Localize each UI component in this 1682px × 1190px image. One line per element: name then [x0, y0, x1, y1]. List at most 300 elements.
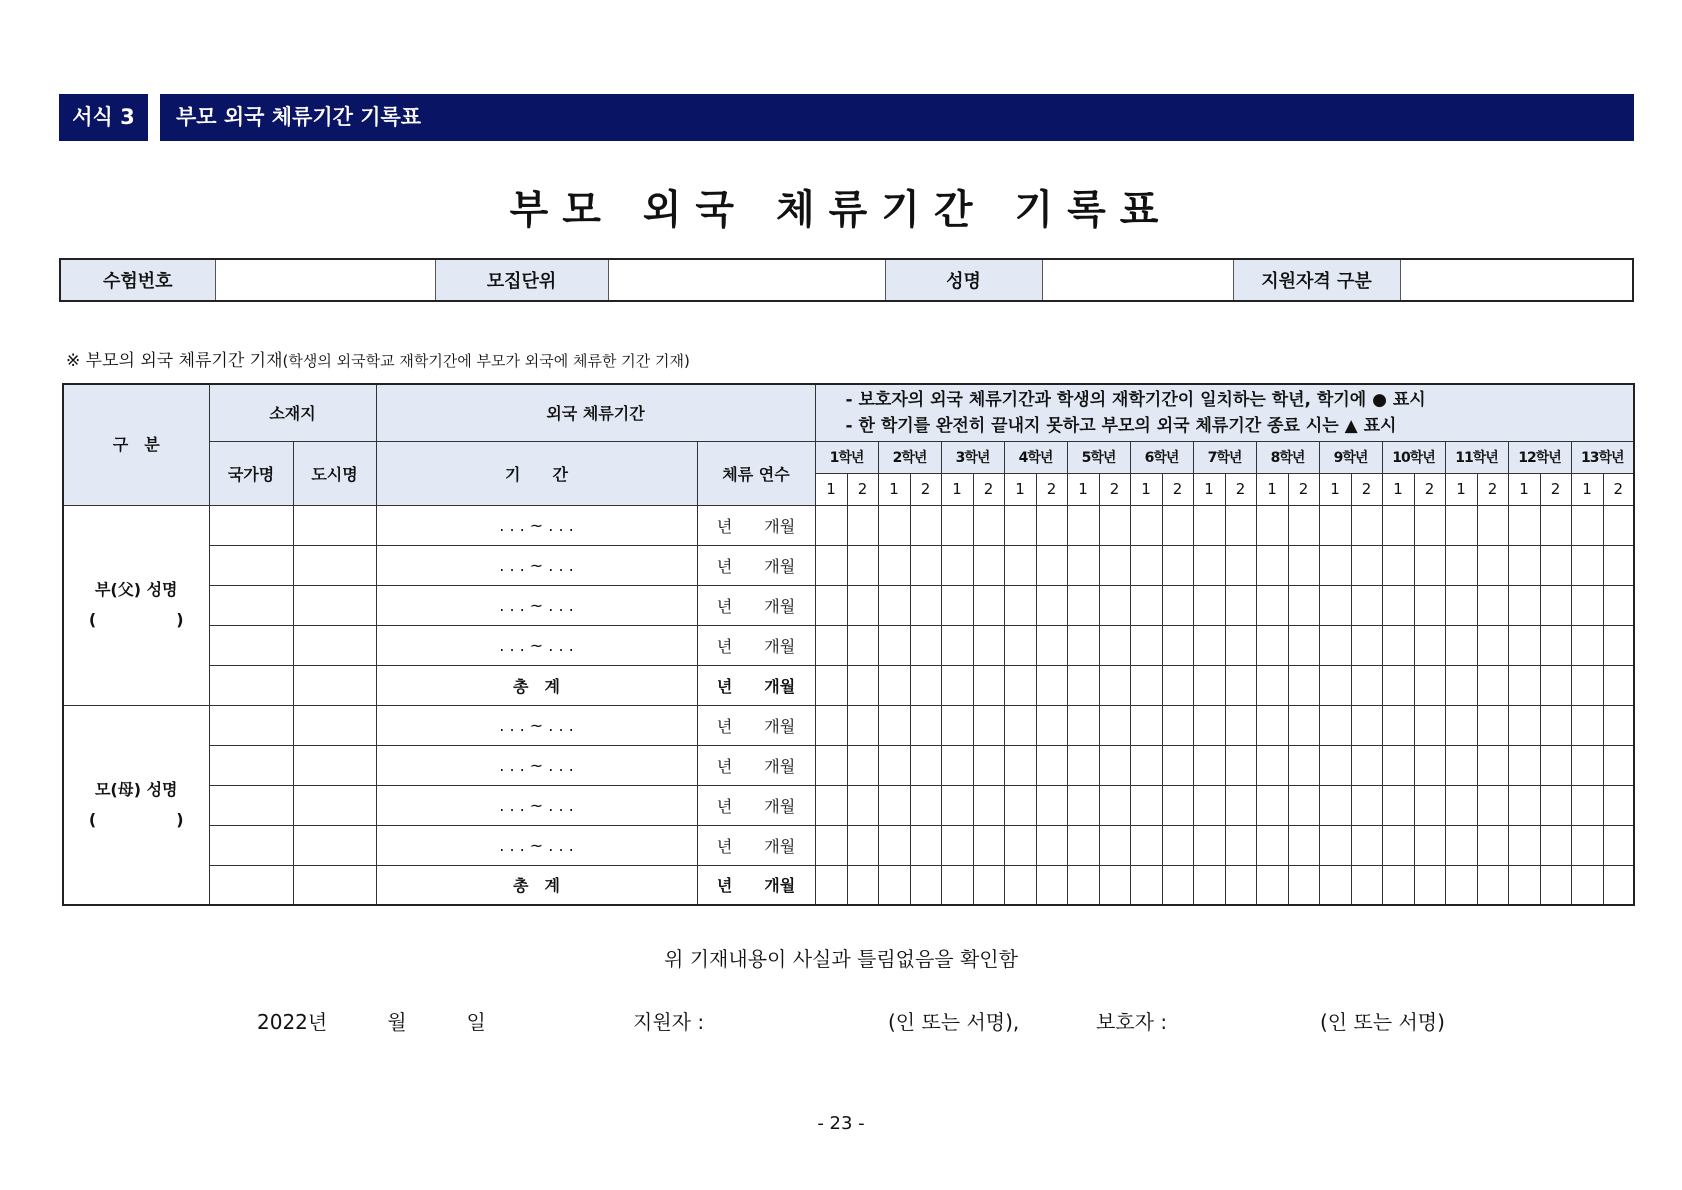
semester-mark-cell[interactable]	[847, 785, 878, 825]
semester-mark-cell[interactable]	[847, 545, 878, 585]
semester-mark-cell[interactable]	[1256, 585, 1288, 625]
semester-mark-cell[interactable]	[1477, 545, 1508, 585]
semester-mark-cell[interactable]	[878, 585, 910, 625]
semester-mark-cell[interactable]	[1571, 505, 1603, 545]
semester-mark-cell[interactable]	[941, 505, 973, 545]
semester-mark-cell[interactable]	[1351, 785, 1382, 825]
semester-mark-cell[interactable]	[1382, 665, 1414, 705]
city-cell[interactable]	[293, 745, 376, 785]
semester-mark-cell[interactable]	[1603, 825, 1634, 865]
period-cell[interactable]: . . . ~ . . .	[376, 585, 697, 625]
semester-mark-cell[interactable]	[815, 625, 847, 665]
semester-mark-cell[interactable]	[1193, 825, 1225, 865]
semester-mark-cell[interactable]	[973, 505, 1004, 545]
semester-mark-cell[interactable]	[1603, 665, 1634, 705]
semester-mark-cell[interactable]	[878, 545, 910, 585]
semester-mark-cell[interactable]	[1414, 705, 1445, 745]
semester-mark-cell[interactable]	[1256, 705, 1288, 745]
period-cell[interactable]: . . . ~ . . .	[376, 505, 697, 545]
semester-mark-cell[interactable]	[1036, 785, 1067, 825]
duration-cell[interactable]: 년 개월	[697, 705, 815, 745]
semester-mark-cell[interactable]	[1351, 745, 1382, 785]
semester-mark-cell[interactable]	[1571, 825, 1603, 865]
semester-mark-cell[interactable]	[1288, 625, 1319, 665]
semester-mark-cell[interactable]	[1225, 705, 1256, 745]
semester-mark-cell[interactable]	[1603, 545, 1634, 585]
semester-mark-cell[interactable]	[1130, 705, 1162, 745]
duration-cell[interactable]: 년 개월	[697, 505, 815, 545]
mother-name-cell[interactable]	[63, 705, 209, 905]
semester-mark-cell[interactable]	[1036, 825, 1067, 865]
semester-mark-cell[interactable]	[1319, 625, 1351, 665]
semester-mark-cell[interactable]	[1099, 825, 1130, 865]
semester-mark-cell[interactable]	[1508, 625, 1540, 665]
semester-mark-cell[interactable]	[910, 585, 941, 625]
country-cell[interactable]	[209, 545, 293, 585]
semester-mark-cell[interactable]	[1351, 625, 1382, 665]
period-cell[interactable]: . . . ~ . . .	[376, 545, 697, 585]
semester-mark-cell[interactable]	[1193, 665, 1225, 705]
semester-mark-cell[interactable]	[1288, 585, 1319, 625]
semester-mark-cell[interactable]	[1288, 545, 1319, 585]
semester-mark-cell[interactable]	[1382, 545, 1414, 585]
semester-mark-cell[interactable]	[973, 625, 1004, 665]
semester-mark-cell[interactable]	[1225, 785, 1256, 825]
country-cell[interactable]	[209, 585, 293, 625]
semester-mark-cell[interactable]	[1256, 545, 1288, 585]
father-name-input[interactable]: ( )	[88, 610, 184, 629]
duration-cell[interactable]: 년 개월	[697, 625, 815, 665]
semester-mark-cell[interactable]	[973, 865, 1004, 905]
semester-mark-cell[interactable]	[1508, 745, 1540, 785]
semester-mark-cell[interactable]	[1477, 865, 1508, 905]
semester-mark-cell[interactable]	[910, 865, 941, 905]
semester-mark-cell[interactable]	[1571, 665, 1603, 705]
semester-mark-cell[interactable]	[1225, 865, 1256, 905]
semester-mark-cell[interactable]	[1382, 505, 1414, 545]
semester-mark-cell[interactable]	[1319, 825, 1351, 865]
semester-mark-cell[interactable]	[1414, 745, 1445, 785]
semester-mark-cell[interactable]	[910, 505, 941, 545]
duration-cell[interactable]: 년 개월	[697, 825, 815, 865]
semester-mark-cell[interactable]	[1477, 825, 1508, 865]
semester-mark-cell[interactable]	[910, 825, 941, 865]
semester-mark-cell[interactable]	[1351, 825, 1382, 865]
city-cell[interactable]	[293, 825, 376, 865]
country-cell[interactable]	[209, 745, 293, 785]
semester-mark-cell[interactable]	[1603, 865, 1634, 905]
semester-mark-cell[interactable]	[1540, 585, 1571, 625]
semester-mark-cell[interactable]	[1004, 785, 1036, 825]
semester-mark-cell[interactable]	[1225, 505, 1256, 545]
semester-mark-cell[interactable]	[1162, 745, 1193, 785]
semester-mark-cell[interactable]	[815, 745, 847, 785]
semester-mark-cell[interactable]	[1603, 785, 1634, 825]
semester-mark-cell[interactable]	[1540, 545, 1571, 585]
semester-mark-cell[interactable]	[1099, 505, 1130, 545]
semester-mark-cell[interactable]	[941, 585, 973, 625]
semester-mark-cell[interactable]	[1256, 625, 1288, 665]
semester-mark-cell[interactable]	[941, 665, 973, 705]
semester-mark-cell[interactable]	[1382, 785, 1414, 825]
semester-mark-cell[interactable]	[1382, 825, 1414, 865]
semester-mark-cell[interactable]	[815, 665, 847, 705]
semester-mark-cell[interactable]	[1099, 665, 1130, 705]
city-cell[interactable]	[293, 585, 376, 625]
semester-mark-cell[interactable]	[1477, 665, 1508, 705]
semester-mark-cell[interactable]	[847, 865, 878, 905]
semester-mark-cell[interactable]	[1540, 705, 1571, 745]
semester-mark-cell[interactable]	[1036, 585, 1067, 625]
city-cell[interactable]	[293, 865, 376, 905]
country-cell[interactable]	[209, 705, 293, 745]
semester-mark-cell[interactable]	[878, 785, 910, 825]
semester-mark-cell[interactable]	[815, 585, 847, 625]
semester-mark-cell[interactable]	[1130, 825, 1162, 865]
semester-mark-cell[interactable]	[1067, 625, 1099, 665]
semester-mark-cell[interactable]	[1603, 505, 1634, 545]
semester-mark-cell[interactable]	[1445, 545, 1477, 585]
semester-mark-cell[interactable]	[1130, 545, 1162, 585]
semester-mark-cell[interactable]	[1004, 505, 1036, 545]
semester-mark-cell[interactable]	[1288, 665, 1319, 705]
semester-mark-cell[interactable]	[1445, 505, 1477, 545]
semester-mark-cell[interactable]	[1162, 705, 1193, 745]
semester-mark-cell[interactable]	[878, 825, 910, 865]
semester-mark-cell[interactable]	[1162, 545, 1193, 585]
semester-mark-cell[interactable]	[910, 625, 941, 665]
semester-mark-cell[interactable]	[815, 705, 847, 745]
semester-mark-cell[interactable]	[941, 625, 973, 665]
semester-mark-cell[interactable]	[1162, 785, 1193, 825]
semester-mark-cell[interactable]	[1067, 585, 1099, 625]
semester-mark-cell[interactable]	[1445, 785, 1477, 825]
duration-cell[interactable]: 년 개월	[697, 785, 815, 825]
semester-mark-cell[interactable]	[910, 665, 941, 705]
semester-mark-cell[interactable]	[878, 865, 910, 905]
semester-mark-cell[interactable]	[1036, 505, 1067, 545]
semester-mark-cell[interactable]	[1603, 705, 1634, 745]
semester-mark-cell[interactable]	[1067, 745, 1099, 785]
semester-mark-cell[interactable]	[1193, 785, 1225, 825]
semester-mark-cell[interactable]	[1130, 745, 1162, 785]
semester-mark-cell[interactable]	[973, 665, 1004, 705]
semester-mark-cell[interactable]	[1067, 705, 1099, 745]
semester-mark-cell[interactable]	[1414, 625, 1445, 665]
semester-mark-cell[interactable]	[941, 745, 973, 785]
semester-mark-cell[interactable]	[1193, 585, 1225, 625]
semester-mark-cell[interactable]	[1477, 745, 1508, 785]
father-name-cell[interactable]	[63, 505, 209, 705]
semester-mark-cell[interactable]	[1571, 545, 1603, 585]
semester-mark-cell[interactable]	[1067, 785, 1099, 825]
country-cell[interactable]	[209, 825, 293, 865]
semester-mark-cell[interactable]	[815, 865, 847, 905]
semester-mark-cell[interactable]	[1004, 625, 1036, 665]
applicant-seal[interactable]: (인 또는 서명),	[888, 1010, 1020, 1034]
city-cell[interactable]	[293, 625, 376, 665]
semester-mark-cell[interactable]	[878, 705, 910, 745]
semester-mark-cell[interactable]	[941, 865, 973, 905]
semester-mark-cell[interactable]	[1414, 545, 1445, 585]
semester-mark-cell[interactable]	[1414, 865, 1445, 905]
semester-mark-cell[interactable]	[1099, 585, 1130, 625]
semester-mark-cell[interactable]	[1445, 585, 1477, 625]
semester-mark-cell[interactable]	[1540, 745, 1571, 785]
period-cell[interactable]: . . . ~ . . .	[376, 705, 697, 745]
semester-mark-cell[interactable]	[1351, 665, 1382, 705]
semester-mark-cell[interactable]	[1193, 705, 1225, 745]
semester-mark-cell[interactable]	[1130, 785, 1162, 825]
name-field[interactable]	[1042, 259, 1233, 301]
semester-mark-cell[interactable]	[1603, 585, 1634, 625]
semester-mark-cell[interactable]	[1508, 865, 1540, 905]
semester-mark-cell[interactable]	[1571, 745, 1603, 785]
semester-mark-cell[interactable]	[1477, 585, 1508, 625]
semester-mark-cell[interactable]	[1319, 505, 1351, 545]
semester-mark-cell[interactable]	[973, 825, 1004, 865]
country-cell[interactable]	[209, 665, 293, 705]
exam-number-field[interactable]	[215, 259, 435, 301]
semester-mark-cell[interactable]	[878, 505, 910, 545]
semester-mark-cell[interactable]	[1067, 545, 1099, 585]
admission-unit-field[interactable]	[608, 259, 885, 301]
semester-mark-cell[interactable]	[1193, 865, 1225, 905]
semester-mark-cell[interactable]	[1256, 825, 1288, 865]
semester-mark-cell[interactable]	[910, 745, 941, 785]
semester-mark-cell[interactable]	[1382, 705, 1414, 745]
semester-mark-cell[interactable]	[1036, 625, 1067, 665]
semester-mark-cell[interactable]	[1099, 745, 1130, 785]
semester-mark-cell[interactable]	[1382, 585, 1414, 625]
semester-mark-cell[interactable]	[1319, 585, 1351, 625]
semester-mark-cell[interactable]	[941, 545, 973, 585]
city-cell[interactable]	[293, 505, 376, 545]
semester-mark-cell[interactable]	[1477, 505, 1508, 545]
semester-mark-cell[interactable]	[910, 545, 941, 585]
semester-mark-cell[interactable]	[1319, 545, 1351, 585]
semester-mark-cell[interactable]	[1477, 625, 1508, 665]
semester-mark-cell[interactable]	[1162, 585, 1193, 625]
semester-mark-cell[interactable]	[910, 705, 941, 745]
semester-mark-cell[interactable]	[1351, 585, 1382, 625]
semester-mark-cell[interactable]	[1256, 745, 1288, 785]
semester-mark-cell[interactable]	[1319, 705, 1351, 745]
semester-mark-cell[interactable]	[1288, 705, 1319, 745]
semester-mark-cell[interactable]	[847, 625, 878, 665]
total-duration-cell[interactable]: 년 개월	[697, 665, 815, 705]
semester-mark-cell[interactable]	[1508, 665, 1540, 705]
semester-mark-cell[interactable]	[1445, 745, 1477, 785]
semester-mark-cell[interactable]	[1319, 865, 1351, 905]
semester-mark-cell[interactable]	[1508, 505, 1540, 545]
city-cell[interactable]	[293, 705, 376, 745]
semester-mark-cell[interactable]	[847, 745, 878, 785]
duration-cell[interactable]: 년 개월	[697, 745, 815, 785]
semester-mark-cell[interactable]	[1288, 865, 1319, 905]
country-cell[interactable]	[209, 505, 293, 545]
semester-mark-cell[interactable]	[1130, 585, 1162, 625]
semester-mark-cell[interactable]	[1130, 865, 1162, 905]
semester-mark-cell[interactable]	[1288, 505, 1319, 545]
semester-mark-cell[interactable]	[1004, 585, 1036, 625]
semester-mark-cell[interactable]	[973, 585, 1004, 625]
semester-mark-cell[interactable]	[847, 705, 878, 745]
semester-mark-cell[interactable]	[1540, 625, 1571, 665]
semester-mark-cell[interactable]	[1508, 825, 1540, 865]
semester-mark-cell[interactable]	[941, 705, 973, 745]
city-cell[interactable]	[293, 665, 376, 705]
semester-mark-cell[interactable]	[1225, 545, 1256, 585]
semester-mark-cell[interactable]	[1508, 705, 1540, 745]
city-cell[interactable]	[293, 545, 376, 585]
semester-mark-cell[interactable]	[1445, 665, 1477, 705]
semester-mark-cell[interactable]	[815, 785, 847, 825]
city-cell[interactable]	[293, 785, 376, 825]
semester-mark-cell[interactable]	[1099, 625, 1130, 665]
semester-mark-cell[interactable]	[847, 665, 878, 705]
semester-mark-cell[interactable]	[1256, 865, 1288, 905]
semester-mark-cell[interactable]	[1351, 545, 1382, 585]
semester-mark-cell[interactable]	[1036, 545, 1067, 585]
semester-mark-cell[interactable]	[1162, 505, 1193, 545]
semester-mark-cell[interactable]	[1130, 505, 1162, 545]
semester-mark-cell[interactable]	[910, 785, 941, 825]
semester-mark-cell[interactable]	[1603, 625, 1634, 665]
semester-mark-cell[interactable]	[1508, 785, 1540, 825]
mother-name-input[interactable]: ( )	[88, 809, 184, 829]
semester-mark-cell[interactable]	[1004, 825, 1036, 865]
semester-mark-cell[interactable]	[1036, 865, 1067, 905]
semester-mark-cell[interactable]	[1162, 825, 1193, 865]
semester-mark-cell[interactable]	[1508, 545, 1540, 585]
semester-mark-cell[interactable]	[878, 665, 910, 705]
semester-mark-cell[interactable]	[1004, 665, 1036, 705]
semester-mark-cell[interactable]	[1382, 865, 1414, 905]
semester-mark-cell[interactable]	[1414, 825, 1445, 865]
semester-mark-cell[interactable]	[1571, 865, 1603, 905]
semester-mark-cell[interactable]	[1036, 745, 1067, 785]
semester-mark-cell[interactable]	[1351, 865, 1382, 905]
semester-mark-cell[interactable]	[1225, 625, 1256, 665]
semester-mark-cell[interactable]	[847, 585, 878, 625]
semester-mark-cell[interactable]	[1036, 705, 1067, 745]
semester-mark-cell[interactable]	[1414, 505, 1445, 545]
country-cell[interactable]	[209, 785, 293, 825]
semester-mark-cell[interactable]	[1382, 745, 1414, 785]
semester-mark-cell[interactable]	[1099, 865, 1130, 905]
semester-mark-cell[interactable]	[1067, 665, 1099, 705]
semester-mark-cell[interactable]	[1225, 745, 1256, 785]
semester-mark-cell[interactable]	[1571, 705, 1603, 745]
period-cell[interactable]: . . . ~ . . .	[376, 785, 697, 825]
semester-mark-cell[interactable]	[1540, 665, 1571, 705]
semester-mark-cell[interactable]	[1004, 745, 1036, 785]
semester-mark-cell[interactable]	[1445, 865, 1477, 905]
semester-mark-cell[interactable]	[1414, 665, 1445, 705]
country-cell[interactable]	[209, 625, 293, 665]
semester-mark-cell[interactable]	[1288, 785, 1319, 825]
semester-mark-cell[interactable]	[1193, 505, 1225, 545]
semester-mark-cell[interactable]	[1004, 705, 1036, 745]
semester-mark-cell[interactable]	[1162, 665, 1193, 705]
semester-mark-cell[interactable]	[1319, 785, 1351, 825]
semester-mark-cell[interactable]	[1319, 665, 1351, 705]
semester-mark-cell[interactable]	[1288, 745, 1319, 785]
semester-mark-cell[interactable]	[1540, 505, 1571, 545]
semester-mark-cell[interactable]	[1004, 865, 1036, 905]
semester-mark-cell[interactable]	[1099, 545, 1130, 585]
semester-mark-cell[interactable]	[973, 705, 1004, 745]
semester-mark-cell[interactable]	[815, 505, 847, 545]
semester-mark-cell[interactable]	[878, 745, 910, 785]
semester-mark-cell[interactable]	[941, 785, 973, 825]
period-cell[interactable]: . . . ~ . . .	[376, 825, 697, 865]
semester-mark-cell[interactable]	[1540, 785, 1571, 825]
semester-mark-cell[interactable]	[973, 745, 1004, 785]
semester-mark-cell[interactable]	[1193, 745, 1225, 785]
semester-mark-cell[interactable]	[1193, 625, 1225, 665]
duration-cell[interactable]: 년 개월	[697, 585, 815, 625]
sign-date[interactable]: 2022년 월 일	[257, 1010, 486, 1034]
semester-mark-cell[interactable]	[1414, 585, 1445, 625]
semester-mark-cell[interactable]	[1603, 745, 1634, 785]
semester-mark-cell[interactable]	[1067, 825, 1099, 865]
semester-mark-cell[interactable]	[1508, 585, 1540, 625]
semester-mark-cell[interactable]	[815, 825, 847, 865]
semester-mark-cell[interactable]	[1571, 625, 1603, 665]
semester-mark-cell[interactable]	[1445, 825, 1477, 865]
semester-mark-cell[interactable]	[1256, 505, 1288, 545]
semester-mark-cell[interactable]	[973, 545, 1004, 585]
semester-mark-cell[interactable]	[1540, 825, 1571, 865]
semester-mark-cell[interactable]	[1162, 865, 1193, 905]
semester-mark-cell[interactable]	[1351, 505, 1382, 545]
semester-mark-cell[interactable]	[1067, 505, 1099, 545]
semester-mark-cell[interactable]	[847, 825, 878, 865]
semester-mark-cell[interactable]	[878, 625, 910, 665]
semester-mark-cell[interactable]	[1099, 785, 1130, 825]
semester-mark-cell[interactable]	[1225, 665, 1256, 705]
semester-mark-cell[interactable]	[847, 505, 878, 545]
qualification-field[interactable]	[1400, 259, 1633, 301]
semester-mark-cell[interactable]	[1193, 545, 1225, 585]
semester-mark-cell[interactable]	[1477, 785, 1508, 825]
semester-mark-cell[interactable]	[1067, 865, 1099, 905]
semester-mark-cell[interactable]	[1571, 785, 1603, 825]
semester-mark-cell[interactable]	[1130, 625, 1162, 665]
semester-mark-cell[interactable]	[1099, 705, 1130, 745]
semester-mark-cell[interactable]	[1256, 665, 1288, 705]
semester-mark-cell[interactable]	[1004, 545, 1036, 585]
semester-mark-cell[interactable]	[1445, 705, 1477, 745]
total-duration-cell[interactable]: 년 개월	[697, 865, 815, 905]
semester-mark-cell[interactable]	[1445, 625, 1477, 665]
period-cell[interactable]: . . . ~ . . .	[376, 745, 697, 785]
semester-mark-cell[interactable]	[1382, 625, 1414, 665]
semester-mark-cell[interactable]	[973, 785, 1004, 825]
semester-mark-cell[interactable]	[815, 545, 847, 585]
semester-mark-cell[interactable]	[1319, 745, 1351, 785]
semester-mark-cell[interactable]	[1288, 825, 1319, 865]
semester-mark-cell[interactable]	[1162, 625, 1193, 665]
semester-mark-cell[interactable]	[1477, 705, 1508, 745]
country-cell[interactable]	[209, 865, 293, 905]
guardian-seal[interactable]: (인 또는 서명)	[1320, 1010, 1445, 1034]
semester-mark-cell[interactable]	[1540, 865, 1571, 905]
semester-mark-cell[interactable]	[1225, 825, 1256, 865]
semester-mark-cell[interactable]	[1351, 705, 1382, 745]
